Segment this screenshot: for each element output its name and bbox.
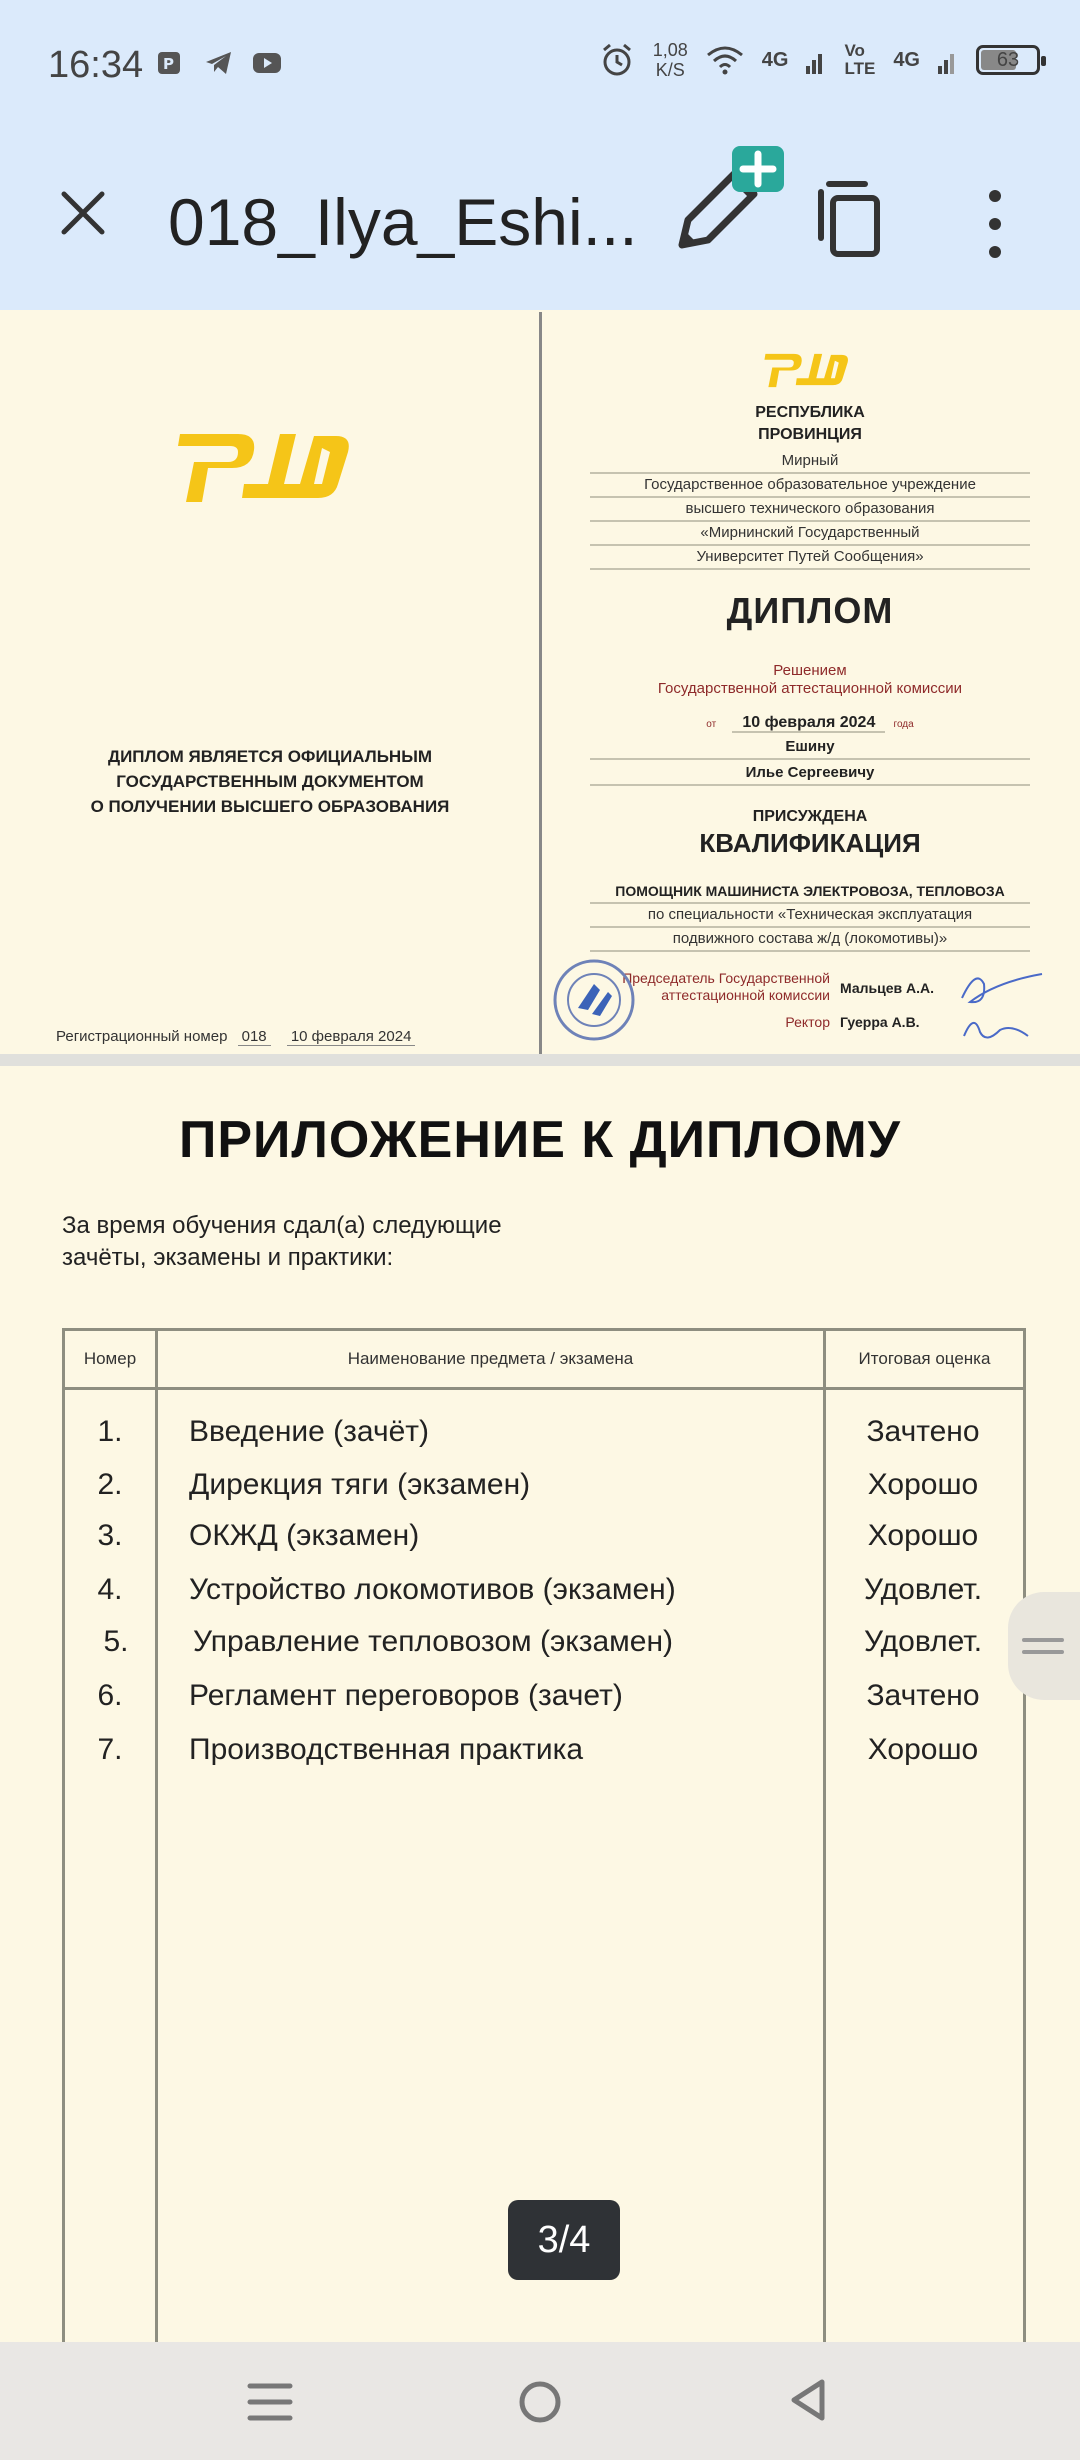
rector-label: Ректор bbox=[785, 1014, 830, 1030]
battery-icon: 63 bbox=[976, 45, 1040, 75]
chair-signature bbox=[956, 964, 1046, 1008]
institution-line-3: «Мирнинский Государственный bbox=[590, 522, 1030, 546]
table-row: 2. Дирекция тяги (экзамен) Хорошо bbox=[97, 1468, 979, 1501]
chair-label: Председатель Государственной аттестационной комиссии bbox=[622, 970, 830, 1003]
scroll-handle[interactable] bbox=[1008, 1592, 1080, 1700]
rector-signature bbox=[956, 1006, 1036, 1050]
page-fold-line bbox=[539, 312, 542, 1054]
decision-line-2: Государственной аттестационной комиссии bbox=[657, 680, 963, 697]
registration-line: Регистрационный номер 018 10 февраля 2024 bbox=[56, 1028, 415, 1045]
page-separator bbox=[0, 1054, 1080, 1066]
specialty-line-1: по специальности «Техническая эксплуатация bbox=[590, 904, 1030, 928]
table-row: 1. Введение (зачёт) Зачтено bbox=[97, 1415, 980, 1448]
signal-4g-2: 4G bbox=[893, 49, 920, 71]
table-row: 3. ОКЖД (экзамен) Хорошо bbox=[97, 1519, 979, 1552]
appendix-title: ПРИЛОЖЕНИЕ К ДИПЛОМУ bbox=[179, 1111, 901, 1169]
system-nav-bar bbox=[0, 2342, 1080, 2460]
top-bar bbox=[0, 0, 1080, 310]
reg-date: 10 февраля 2024 bbox=[287, 1028, 416, 1046]
date-line: от 10 февраля 2024 года bbox=[706, 714, 914, 731]
diploma-page[interactable] bbox=[0, 312, 1080, 1054]
recipient-name: Илье Сергеевичу bbox=[590, 762, 1030, 786]
signal-4g-1: 4G bbox=[761, 49, 789, 71]
p-badge-icon bbox=[156, 50, 186, 76]
more-vert-icon[interactable] bbox=[980, 184, 1010, 264]
institution-line-4: Университет Путей Сообщения» bbox=[590, 546, 1030, 570]
institution-line-2: высшего технического образования bbox=[590, 498, 1030, 522]
drag-handle-icon bbox=[1008, 1592, 1080, 1700]
appendix-intro: За время обучения сдал(а) следующие зачёты, экзамены и практики: bbox=[62, 1212, 502, 1271]
specialty-line-2: подвижного состава ж/д (локомотивы)» bbox=[590, 928, 1030, 952]
republic-label: РЕСПУБЛИКА bbox=[755, 404, 865, 421]
alarm-icon bbox=[599, 42, 635, 78]
page-indicator: 3/4 bbox=[508, 2200, 620, 2280]
appendix-page[interactable] bbox=[0, 1066, 1080, 2342]
status-time: 16:34 bbox=[48, 44, 144, 86]
rzd-logo-small bbox=[760, 348, 854, 392]
reg-number: 018 bbox=[238, 1028, 271, 1046]
qualification-label: КВАЛИФИКАЦИЯ bbox=[699, 828, 921, 858]
table-header-rule bbox=[65, 1387, 1023, 1390]
menu-icon[interactable] bbox=[240, 2372, 300, 2432]
rzd-logo bbox=[172, 422, 358, 512]
header-grade: Итоговая оценка bbox=[858, 1349, 991, 1368]
signal-icon bbox=[806, 46, 826, 74]
header-number: Номер bbox=[83, 1349, 137, 1368]
youtube-icon bbox=[252, 50, 282, 76]
svg-text:P: P bbox=[163, 55, 174, 73]
institution-line-1: Государственное образовательное учреждение bbox=[590, 474, 1030, 498]
official-document-note: ДИПЛОМ ЯВЛЯЕТСЯ ОФИЦИАЛЬНЫМ ГОСУДАРСТВЕННЫМ ДОКУМЕНТОМ О ПОЛУЧЕНИИ ВЫСШЕГО ОБРАЗОВАНИЯ bbox=[90, 747, 450, 816]
awarded-label: ПРИСУЖДЕНА bbox=[752, 808, 868, 825]
telegram-icon bbox=[204, 50, 234, 76]
table-row: 6. Регламент переговоров (зачет) Зачтено bbox=[97, 1679, 980, 1712]
close-icon[interactable] bbox=[50, 180, 116, 246]
document-title: 018_Ilya_Eshi... bbox=[168, 185, 638, 259]
table-row: 4. Устройство локомотивов (экзамен) Удовлет. bbox=[97, 1573, 983, 1606]
pencil-plus-icon[interactable] bbox=[672, 140, 792, 260]
status-right bbox=[599, 40, 1040, 80]
header-subject: Наименование предмета / экзамена bbox=[347, 1349, 634, 1368]
net-speed: 1,08 K/S bbox=[652, 40, 688, 80]
city-line: Мирный bbox=[590, 450, 1030, 474]
recipient-surname: Ешину bbox=[590, 736, 1030, 760]
table-row: 5. Управление тепловозом (экзамен) Удовлет. bbox=[103, 1625, 983, 1658]
chair-name: Мальцев А.А. bbox=[840, 980, 935, 996]
rector-name: Гуерра А.В. bbox=[840, 1014, 920, 1030]
diploma-heading: ДИПЛОМ bbox=[726, 590, 894, 631]
wifi-icon bbox=[706, 45, 744, 75]
notification-icons bbox=[156, 50, 282, 76]
decision-line-1: Решением bbox=[773, 662, 847, 679]
province-label: ПРОВИНЦИЯ bbox=[758, 426, 862, 443]
app-bar bbox=[0, 140, 1080, 290]
volte-label: Vo LTE bbox=[844, 41, 876, 78]
table-row: 7. Производственная практика Хорошо bbox=[97, 1733, 979, 1766]
official-stamp bbox=[552, 958, 636, 1042]
qualification-title: ПОМОЩНИК МАШИНИСТА ЭЛЕКТРОВОЗА, ТЕПЛОВОЗА bbox=[590, 880, 1030, 904]
signal-icon-2 bbox=[938, 46, 958, 74]
home-icon[interactable] bbox=[510, 2372, 570, 2432]
copy-icon[interactable] bbox=[815, 180, 885, 260]
status-bar bbox=[0, 0, 1080, 130]
back-icon[interactable] bbox=[780, 2372, 840, 2432]
